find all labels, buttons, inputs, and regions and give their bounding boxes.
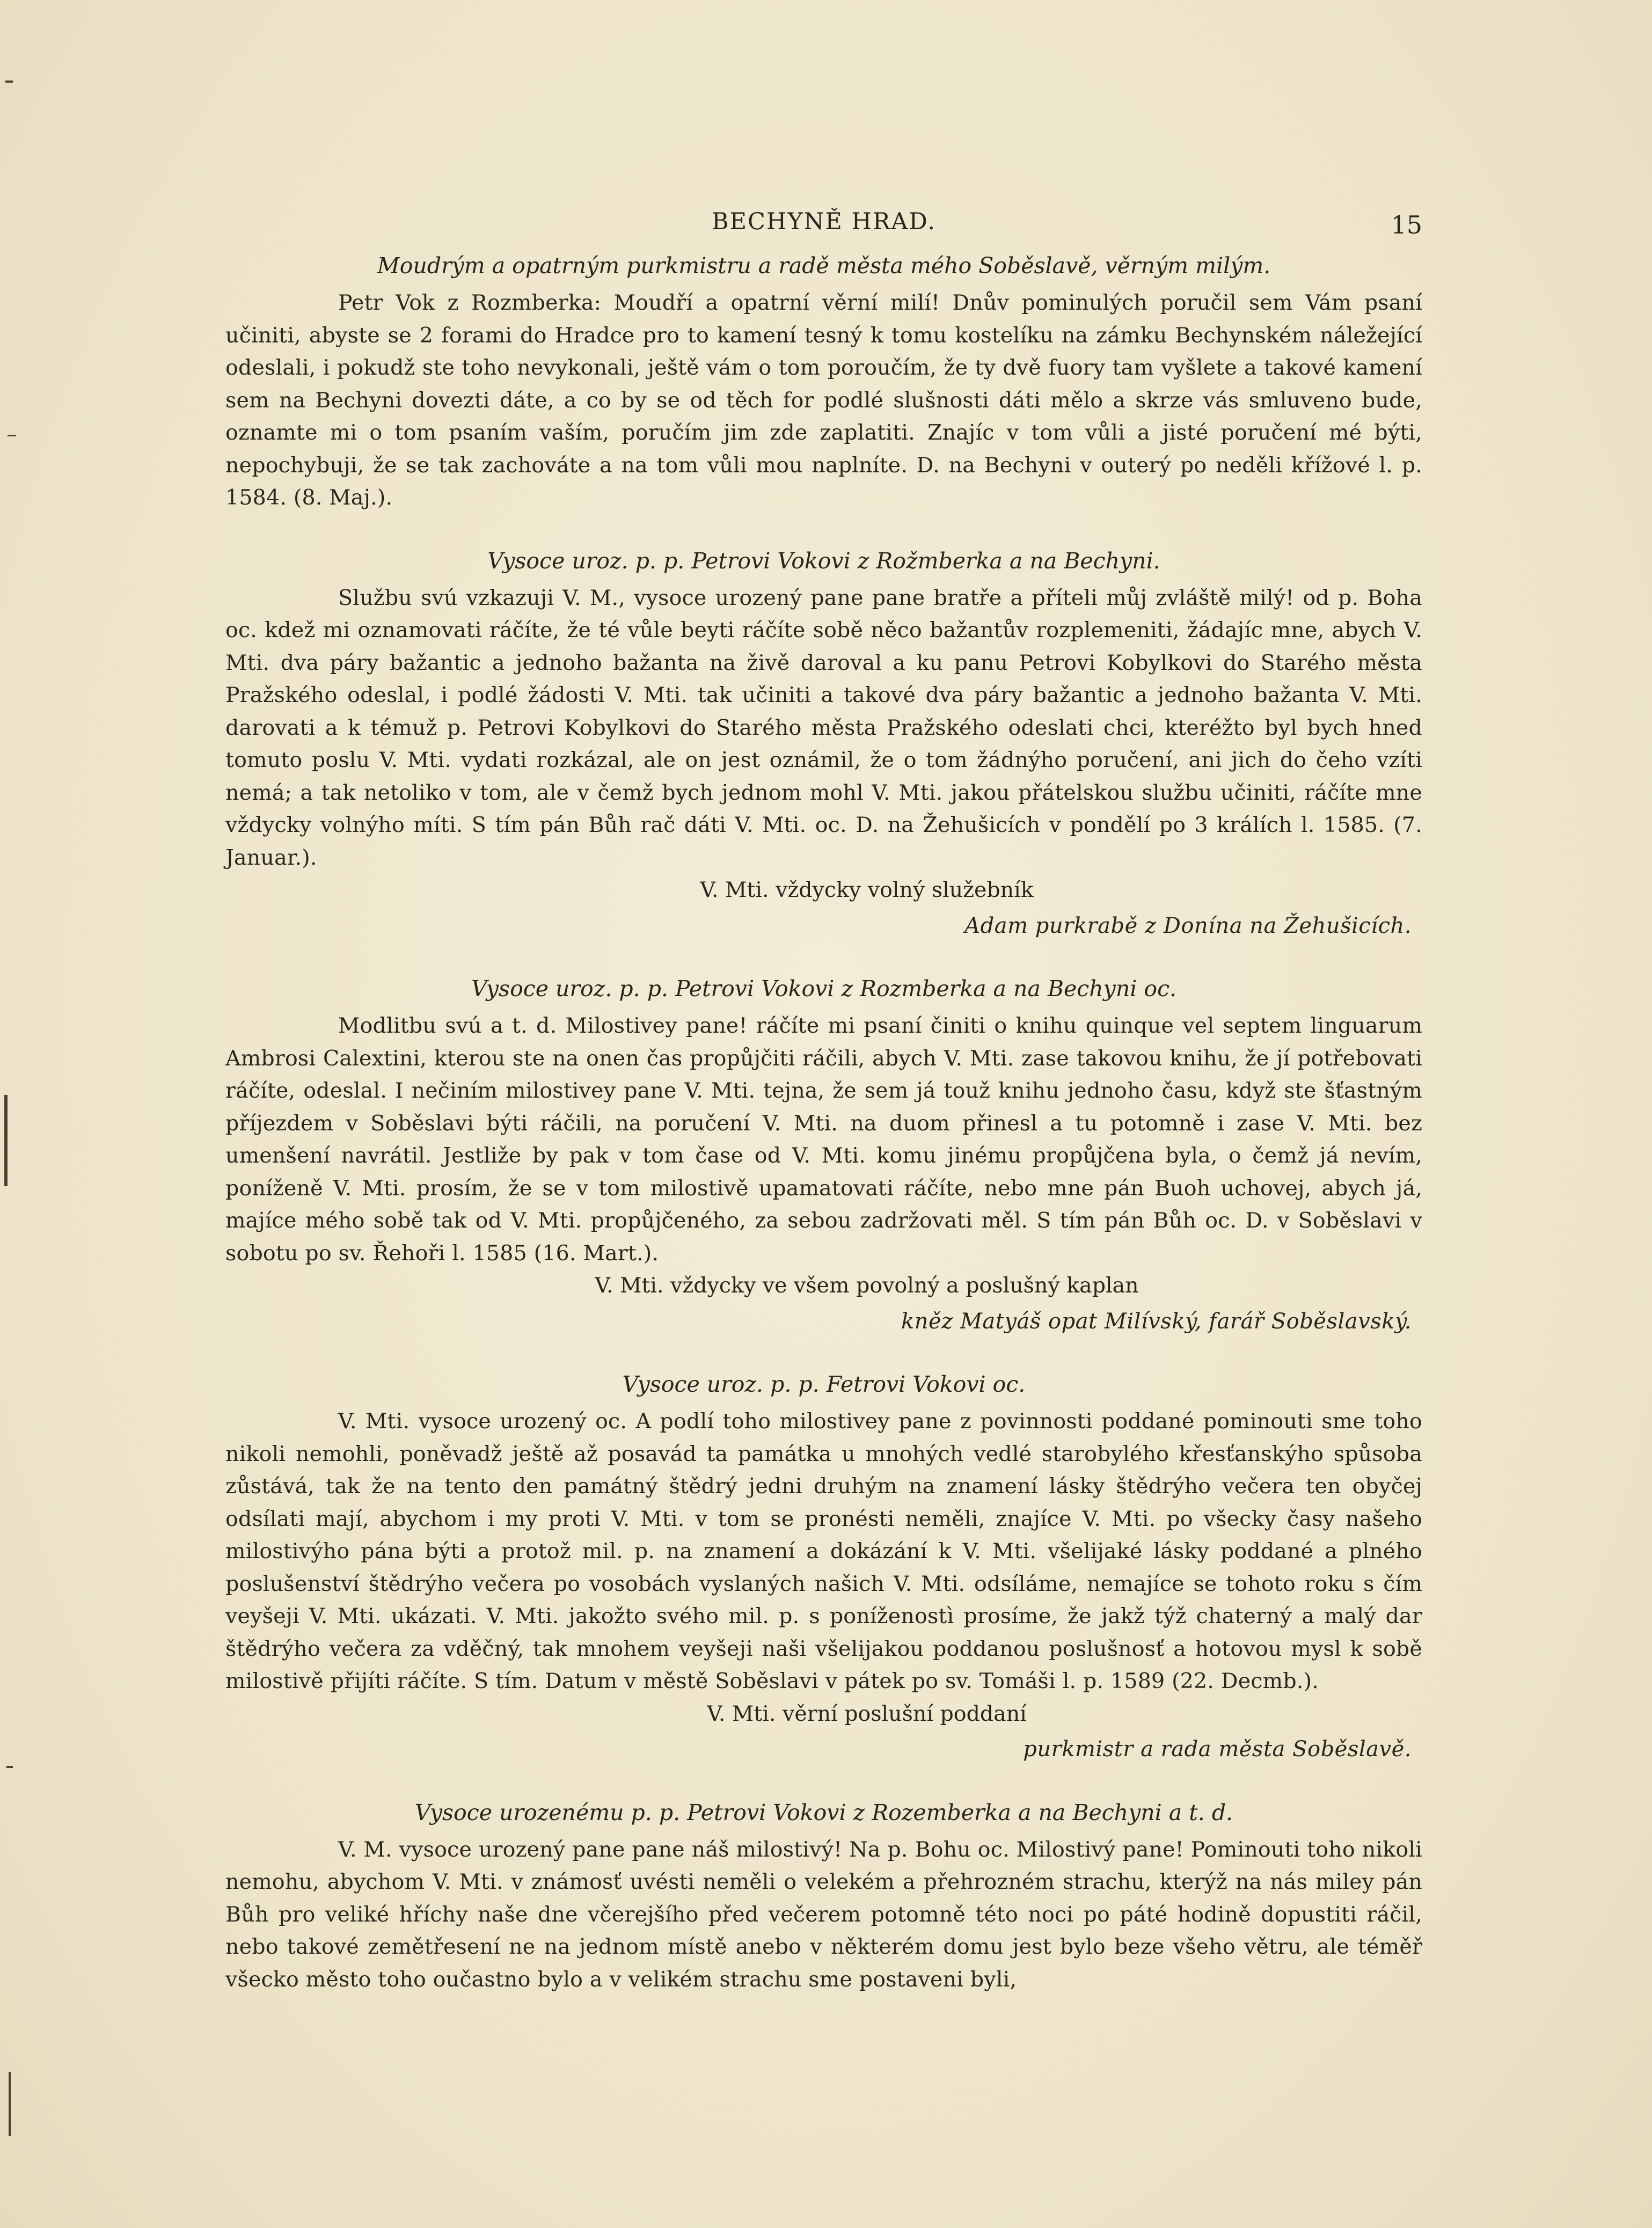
letter bbox=[225, 545, 1422, 943]
letter bbox=[225, 1797, 1422, 1996]
letter-address: Vysoce uroz. p. p. Petrovi Vokovi z Rožmberka a na Bechyni. bbox=[487, 547, 1160, 574]
letter-body: V. Mti. vysoce urozený oc. A podlí toho milostivey pane z povinnosti poddané pominouti sme toho nikoli nemohli, poněvadž ještě až posavád ta památka u mnohých vedlé starobylého křesťanskýho spůsoba zůstává, tak že na tento den památný štědrý jedni druhým na znamení lásky štědrýho večera ten obyčej odsílati mají, abychom i my proti V. Mti. v tom se pronésti neměli, znajíce V. Mti. po všecky časy našeho milostivýho pána býti a protož mil. p. na znamení a dokázání k V. Mti. všelijaké lásky poddané a plného poslušenství štědrýho večera po vosobách vyslaných našich V. Mti. odsíláme, nemajíce se tohoto roku s čím veyšeji V. Mti. ukázati. V. Mti. jakožto svého mil. p. s poníženostì prosíme, že jakž týž chaterný a malý dar štědrýho večera za vděčný, tak mnohem veyšeji naši všelijakou poddanou poslušnosť a hotovou mysl k sobě milostivě přijíti ráčíte. S tím. Datum v městě Soběslavi v pátek po sv. Tomáši l. p. 1589 (22. Decmb.). bbox=[225, 1409, 1422, 1693]
letter-address: Vysoce uroz. p. p. Fetrovi Vokovi oc. bbox=[622, 1371, 1026, 1397]
letter bbox=[225, 250, 1422, 514]
letter bbox=[225, 1369, 1422, 1766]
binding-mark bbox=[6, 1766, 13, 1768]
letter-address: Vysoce urozenému p. p. Petrovi Vokovi z Rozemberka a na Bechyni a t. d. bbox=[414, 1799, 1233, 1825]
letter-signature: Adam purkrabě z Donína na Žehušicích. bbox=[964, 913, 1412, 938]
letter-closing: V. Mti. vždycky volný služebník bbox=[700, 878, 1034, 902]
letter-body: Modlitbu svú a t. d. Milostivey pane! ráčíte mi psaní činiti o knihu quinque vel septem linguarum Ambrosi Calextini, kterou ste na onen čas propůjčiti ráčili, abych V. Mti. zase takovou knihu, že jí potřebovati ráčíte, odeslal. I nečiním milostivey pane V. Mti. tejna, že sem já touž knihu jednoho času, když ste šťastným příjezdem v Soběslavi býti ráčili, na poručení V. Mti. na duom přinesl a tu potomně i zase V. Mti. bez umenšení navrátil. Jestliže by pak v tom čase od V. Mti. komu jinému propůjčena byla, o čemž já nevím, poníženě V. Mti. prosím, že se v tom milostivě upamatovati ráčíte, nebo mne pán Buoh uchovej, abych já, majíce mého sobě tak od V. Mti. propůjčeného, za sebou zadržovati měl. S tím pán Bůh oc. D. v Soběslavi v sobotu po sv. Řehoři l. 1585 (16. Mart.). bbox=[225, 1013, 1422, 1266]
binding-mark bbox=[9, 2072, 11, 2136]
letter-address: Moudrým a opatrným purkmistru a radě města mého Soběslavě, věrným milým. bbox=[377, 253, 1271, 279]
letter-body: Petr Vok z Rozmberka: Moudří a opatrní věrní milí! Dnův pominulých poručil sem Vám psaní učiniti, abyste se 2 forami do Hradce pro to kamení tesný k tomu kostelíku na zámku Bechynském náležející odeslali, i pokudž ste toho nevykonali, ještě vám o tom poroučím, že ty dvě fuory tam vyšlete a takové kamení sem na Bechyni dovezti dáte, a co by se od těch for podlé slušnosti dáti mělo a skrze vás smluveno bude, oznamte mi o tom psaním vaším, poručím jim zde zaplatiti. Znajíc v tom vůli a jisté poručení mé býti, nepochybuji, že se tak zachováte a na tom vůli mou naplníte. D. na Bechyni v outerý po neděli křížové l. p. 1584. (8. Maj.). bbox=[225, 290, 1422, 510]
binding-mark bbox=[4, 1095, 8, 1186]
page-content bbox=[225, 250, 1422, 2027]
letter-closing: V. Mti. věrní poslušní poddaní bbox=[707, 1701, 1027, 1726]
page-header bbox=[225, 208, 1422, 240]
letter bbox=[225, 973, 1422, 1338]
binding-mark bbox=[5, 81, 13, 83]
binding-mark bbox=[8, 435, 16, 436]
letter-signature: kněz Matyáš opat Milívský, farář Soběslavský. bbox=[901, 1309, 1412, 1334]
running-title: BECHYNĚ HRAD. bbox=[712, 208, 936, 235]
letter-closing: V. Mti. vždycky ve všem povolný a poslušný kaplan bbox=[595, 1273, 1139, 1298]
letter-body: Službu svú vzkazuji V. M., vysoce urozený pane pane bratře a příteli můj zvláště milý! od p. Boha oc. kdež mi oznamovati ráčíte, že té vůle beyti ráčíte sobě něco bažantův rozplemeniti, žádajíc mne, abych V. Mti. dva páry bažantic a jednoho bažanta na živě daroval a ku panu Petrovi Kobylkovi do Starého města Pražského odeslal, i podlé žádosti V. Mti. tak učiniti a takové dva páry bažantic a jednoho bažanta V. Mti. darovati a k témuž p. Petrovi Kobylkovi do Starého města Pražského odeslati chci, kteréžto byl bych hned tomuto poslu V. Mti. vydati rozkázal, ale on jest oznámil, že o tom žádnýho poručení, ani jich do čeho vzíti nemá; a tak netoliko v tom, ale v čemž bych jednom mohl V. Mti. jakou přátelskou službu učiniti, ráčíte mne vždycky volnýho míti. S tím pán Bůh rač dáti V. Mti. oc. D. na Žehušicích v pondělí po 3 králích l. 1585. (7. Januar.). bbox=[225, 585, 1422, 870]
letter-signature: purkmistr a rada města Soběslavě. bbox=[1023, 1737, 1412, 1762]
page-number: 15 bbox=[1391, 210, 1422, 239]
letter-body: V. M. vysoce urozený pane pane náš milostivý! Na p. Bohu oc. Milostivý pane! Pominouti toho nikoli nemohu, abychom V. Mti. v známosť uvésti neměli o velekém a přehrozném strachu, kterýž na nás miley pán Bůh pro veliké hříchy naše dne včerejšího před večerem potomně této noci po páté hodině dopustiti ráčil, nebo takové zemětřesení ne na jednom místě anebo v některém domu jest bylo beze všeho větru, ale téměř všecko město toho oučastno bylo a v velikém strachu sme postaveni byli, bbox=[225, 1837, 1422, 1992]
letter-address: Vysoce uroz. p. p. Petrovi Vokovi z Rozmberka a na Bechyni oc. bbox=[471, 976, 1177, 1002]
